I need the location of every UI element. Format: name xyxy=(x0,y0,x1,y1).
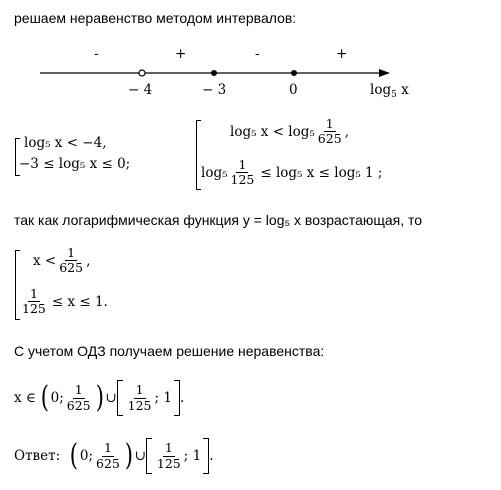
fraction-1-625: $\frac{1}{625}$ xyxy=(59,245,84,276)
system3-line2: $\frac{1}{125}$ ≤ x ≤ 1. xyxy=(22,286,108,317)
point-label-minus3: − 3 xyxy=(202,82,227,98)
sign-2: + xyxy=(175,46,187,62)
system1-line1: log₅ x < −4, xyxy=(24,135,107,151)
fraction-1-625: $\frac{1}{625}$ xyxy=(96,440,120,471)
system1-line2: −3 ≤ log₅ x ≤ 0; xyxy=(19,156,131,172)
point-label-zero: 0 xyxy=(289,82,298,98)
fraction-1-125: $\frac{1}{125}$ xyxy=(127,382,152,413)
point-filled-zero xyxy=(291,70,297,76)
monotonic-note: так как логарифмическая функция y = log₅ x возрастающая, то xyxy=(14,212,423,228)
answer-line: Ответ: ( 0; $\frac{1}{625}$ ) ∪ $\frac{1}{125}$ ; 1 . xyxy=(14,438,214,473)
system2-line2: log₅ $\frac{1}{125}$ ≤ log₅ x ≤ log₅ 1 ; xyxy=(201,157,383,188)
odz-note: С учетом ОДЗ получаем решение неравенства: xyxy=(14,343,325,359)
intro-text: решаем неравенство методом интервалов: xyxy=(14,10,297,26)
point-label-minus4: − 4 xyxy=(128,82,153,98)
answer-label: Ответ: xyxy=(14,448,61,464)
fraction-1-125: $\frac{1}{125}$ xyxy=(22,286,46,317)
solution-line: x ∈ ( 0; $\frac{1}{625}$ ) ∪ $\frac{1}{125}$ ; 1 . xyxy=(14,380,185,415)
sign-3: - xyxy=(255,46,260,62)
point-filled-minus3 xyxy=(211,70,217,76)
axis-label: $\log_5 x$ xyxy=(370,82,409,100)
system2-line1: log₅ x < log₅ $\frac{1}{625}$ , xyxy=(230,116,349,147)
fraction-1-625: $\frac{1}{625}$ xyxy=(66,382,91,413)
fraction-1-125: $\frac{1}{125}$ xyxy=(156,440,181,471)
axis-arrow xyxy=(379,69,390,77)
point-open-minus4 xyxy=(139,70,145,76)
sign-4: + xyxy=(336,46,348,62)
system3-line1: x < $\frac{1}{625}$ , xyxy=(33,245,91,276)
number-line xyxy=(0,38,501,108)
fraction-1-625: $\frac{1}{625}$ xyxy=(317,116,342,147)
sign-1: - xyxy=(94,46,99,62)
fraction-1-125: $\frac{1}{125}$ xyxy=(230,157,255,188)
